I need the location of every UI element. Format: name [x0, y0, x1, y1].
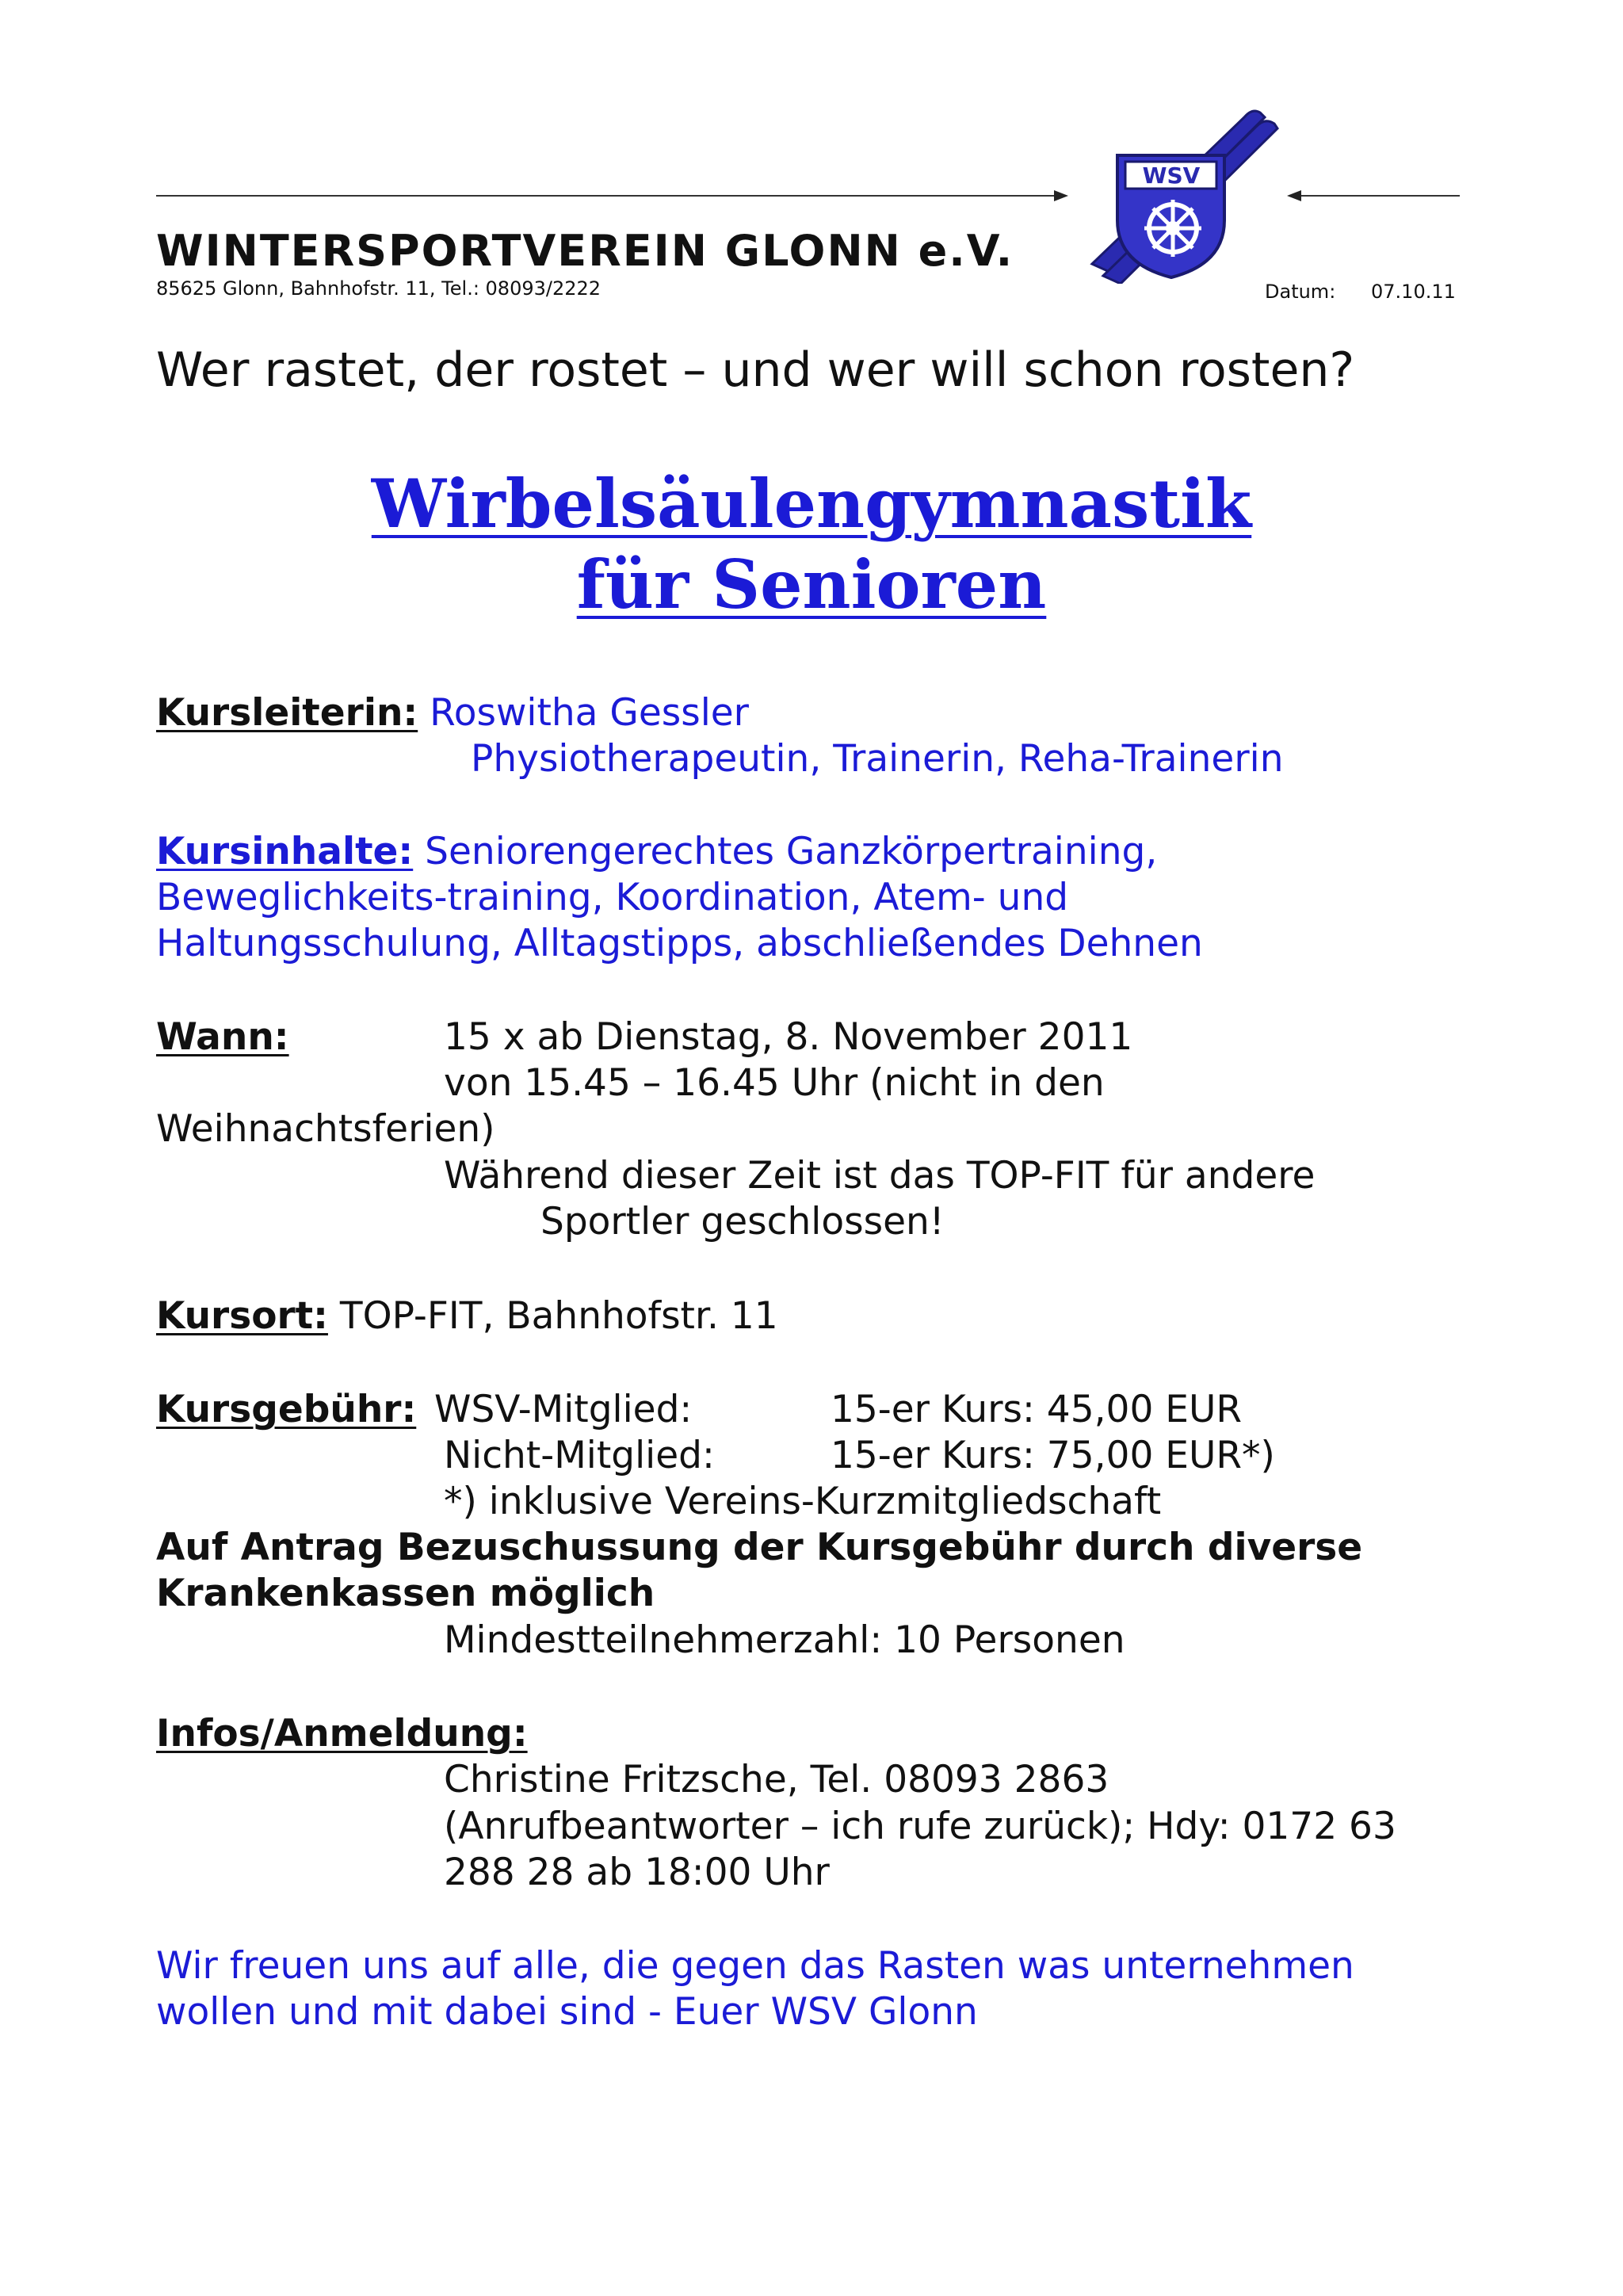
kursinhalte-row: [156, 829, 1157, 875]
kursleiterin-row: [156, 690, 749, 736]
course-title-line1: Wirbelsäulengymnastik: [371, 464, 1252, 543]
wann-line2: von 15.45 – 16.45 Uhr (nicht in den: [444, 1061, 1105, 1105]
kursinhalte-label: Kursinhalte:: [156, 830, 414, 873]
closing-line1: Wir freuen uns auf alle, die gegen das Rasten was unternehmen: [156, 1944, 1354, 1988]
infos-label: Infos/Anmeldung:: [156, 1712, 528, 1755]
membership-footnote: *) inklusive Vereins-Kurzmitgliedschaft: [444, 1480, 1162, 1523]
infos-line2: (Anrufbeantworter – ich rufe zurück); Hdy: 0172 63: [444, 1805, 1396, 1848]
slogan: Wer rastet, der rostet – und wer will schon rosten?: [156, 342, 1355, 398]
kursinhalte-line2: Beweglichkeits-training, Koordination, Atem- und: [156, 876, 1069, 919]
wann-line4: Während dieser Zeit ist das TOP-FIT für andere: [444, 1154, 1316, 1198]
wsv-logo: [1086, 101, 1292, 284]
subsidy-line2: Krankenkassen möglich: [156, 1572, 655, 1615]
infos-line1: Christine Fritzsche, Tel. 08093 2863: [444, 1758, 1109, 1801]
club-name: WINTERSPORTVEREIN GLONN e.V.: [156, 226, 1014, 276]
logo-text: WSV: [1142, 162, 1201, 189]
kursleiterin-name: Roswitha Gessler: [430, 691, 750, 735]
course-title: [0, 464, 1623, 544]
kursgebuehr-label: Kursgebühr:: [156, 1388, 417, 1431]
closing-line2: wollen und mit dabei sind - Euer WSV Glonn: [156, 1990, 978, 2034]
member-label: WSV-Mitglied:: [434, 1388, 693, 1431]
wann-line3: Weihnachtsferien): [156, 1107, 495, 1151]
course-title-line2: für Senioren: [576, 545, 1047, 624]
kursort-label: Kursort:: [156, 1294, 328, 1338]
wann-line5: Sportler geschlossen!: [540, 1200, 945, 1244]
club-address: 85625 Glonn, Bahnhofstr. 11, Tel.: 08093/2222: [156, 277, 601, 300]
kursort-value: TOP-FIT, Bahnhofstr. 11: [339, 1294, 778, 1338]
date-label: Datum:: [1265, 281, 1336, 303]
min-participants: Mindestteilnehmerzahl: 10 Personen: [444, 1618, 1125, 1662]
kursleiterin-qualification: Physiotherapeutin, Trainerin, Reha-Trainerin: [471, 737, 1284, 781]
header-rule-right: [1300, 195, 1460, 197]
kursort-row: [156, 1293, 778, 1339]
nonmember-price: 15-er Kurs: 75,00 EUR*): [831, 1434, 1275, 1477]
subsidy-line1: Auf Antrag Bezuschussung der Kursgebühr durch diverse: [156, 1526, 1363, 1569]
member-price: 15-er Kurs: 45,00 EUR: [831, 1388, 1243, 1431]
infos-line3: 288 28 ab 18:00 Uhr: [444, 1851, 830, 1894]
wann-line1: 15 x ab Dienstag, 8. November 2011: [444, 1015, 1133, 1059]
course-subtitle: [0, 545, 1623, 625]
nonmember-label: Nicht-Mitglied:: [444, 1434, 715, 1477]
kursinhalte-line3: Haltungsschulung, Alltagstipps, abschließendes Dehnen: [156, 922, 1203, 965]
wann-label: Wann:: [156, 1015, 289, 1059]
date-value: 07.10.11: [1371, 281, 1456, 303]
header-rule-left: [156, 195, 1060, 197]
kursleiterin-label: Kursleiterin:: [156, 691, 418, 735]
header-arrow-right: [1054, 190, 1068, 201]
kursinhalte-line1: Seniorengerechtes Ganzkörpertraining,: [425, 830, 1158, 873]
